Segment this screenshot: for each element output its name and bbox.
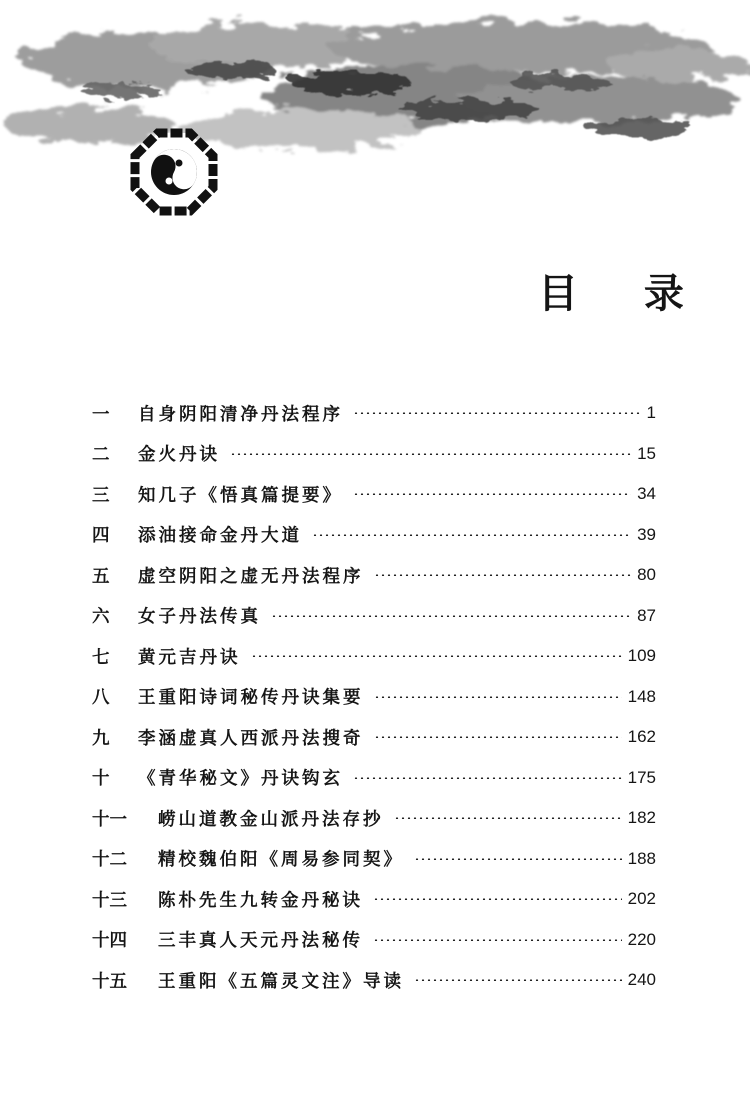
chapter-title: 王重阳《五篇灵文注》导读 xyxy=(158,971,404,992)
page-number: 15 xyxy=(637,443,656,463)
toc-entry[interactable] xyxy=(92,641,656,671)
dot-leader xyxy=(251,655,622,657)
chapter-number: 十一 xyxy=(92,809,127,830)
chapter-number: 十三 xyxy=(92,890,127,911)
chapter-title: 李涵虚真人西派丹法搜奇 xyxy=(138,728,364,749)
chapter-number: 六 xyxy=(92,607,110,627)
dot-leader xyxy=(414,979,622,981)
chapter-title: 添油接命金丹大道 xyxy=(138,526,302,546)
chapter-number: 三 xyxy=(92,485,110,506)
chapter-title: 崂山道教金山派丹法存抄 xyxy=(158,809,384,830)
chapter-title: 知几子《悟真篇提要》 xyxy=(138,485,343,506)
chapter-title: 精校魏伯阳《周易参同契》 xyxy=(158,850,404,870)
page-number: 34 xyxy=(637,484,656,503)
chapter-number: 二 xyxy=(92,445,110,465)
bagua-taiji-icon xyxy=(135,133,213,211)
chapter-number: 一 xyxy=(92,404,110,425)
toc-entry[interactable] xyxy=(92,601,656,631)
chapter-number: 八 xyxy=(92,688,110,708)
page-number: 202 xyxy=(627,889,656,908)
toc-entry[interactable] xyxy=(92,803,656,833)
chapter-title: 《青华秘文》丹诀钩玄 xyxy=(138,769,343,789)
chapter-title: 黄元吉丹诀 xyxy=(138,647,241,668)
page-number: 220 xyxy=(627,929,656,949)
page-number: 162 xyxy=(627,727,656,746)
chapter-title: 自身阴阳清净丹法程序 xyxy=(138,404,343,425)
toc-entry[interactable] xyxy=(92,682,656,712)
toc-entry[interactable] xyxy=(92,844,656,874)
chapter-number: 五 xyxy=(92,566,110,587)
chapter-title: 三丰真人天元丹法秘传 xyxy=(158,931,363,951)
toc-entry[interactable] xyxy=(92,439,656,469)
toc-entry[interactable] xyxy=(92,884,656,914)
dot-leader xyxy=(394,817,622,819)
chapter-number: 十 xyxy=(92,769,110,789)
toc-entry[interactable] xyxy=(92,398,656,428)
page-number: 188 xyxy=(627,848,656,868)
page-number: 182 xyxy=(627,808,656,827)
dot-leader xyxy=(374,736,622,738)
chapter-title: 王重阳诗词秘传丹诀集要 xyxy=(138,688,364,708)
page-number: 39 xyxy=(637,524,656,544)
dot-leader xyxy=(374,696,622,698)
dot-leader xyxy=(353,412,641,414)
toc-entry[interactable] xyxy=(92,925,656,955)
dot-leader xyxy=(312,534,631,536)
dot-leader xyxy=(373,939,622,941)
page-number: 175 xyxy=(627,767,656,787)
chapter-number: 七 xyxy=(92,647,110,668)
page-number: 109 xyxy=(627,646,656,665)
chapter-title: 虚空阴阳之虚无丹法程序 xyxy=(138,566,364,587)
page-number: 80 xyxy=(637,565,656,584)
page-number: 240 xyxy=(627,970,656,989)
chapter-title: 女子丹法传真 xyxy=(138,607,261,627)
chapter-title: 陈朴先生九转金丹秘诀 xyxy=(158,890,363,911)
chapter-number: 十二 xyxy=(92,850,127,870)
page-number: 1 xyxy=(646,403,656,422)
toc-entry[interactable] xyxy=(92,722,656,752)
chapter-number: 十四 xyxy=(92,931,127,951)
toc-entry[interactable] xyxy=(92,520,656,550)
toc-entry[interactable] xyxy=(92,763,656,793)
chapter-number: 九 xyxy=(92,728,110,749)
toc-entry[interactable] xyxy=(92,479,656,509)
ink-cloud-header xyxy=(0,0,750,240)
chapter-number: 四 xyxy=(92,526,110,546)
dot-leader xyxy=(373,898,622,900)
dot-leader xyxy=(374,574,632,576)
page-number: 87 xyxy=(637,605,656,625)
ink-cloud-icon xyxy=(5,22,750,150)
dot-leader xyxy=(353,777,622,779)
toc-entry[interactable] xyxy=(92,560,656,590)
page-title: 目 录 xyxy=(538,271,710,317)
dot-leader xyxy=(271,615,631,617)
chapter-number: 十五 xyxy=(92,971,127,992)
chapter-title: 金火丹诀 xyxy=(138,445,220,465)
dot-leader xyxy=(230,453,631,455)
page-number: 148 xyxy=(627,686,656,706)
dot-leader xyxy=(414,858,622,860)
dot-leader xyxy=(353,493,631,495)
toc-entry[interactable] xyxy=(92,965,656,995)
